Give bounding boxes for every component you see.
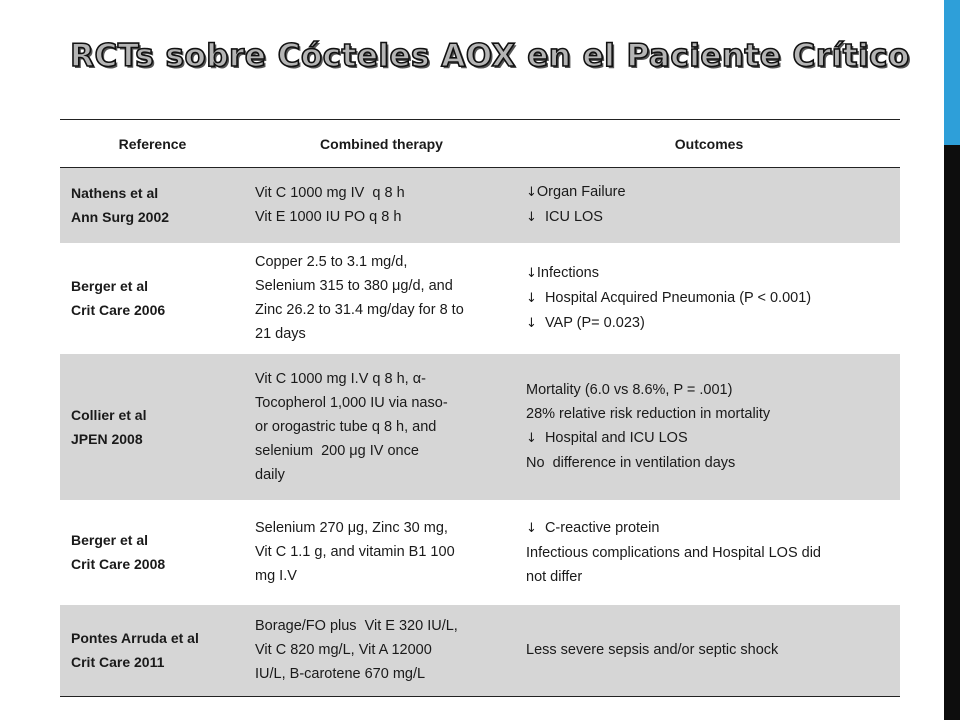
table-row	[60, 605, 900, 697]
reference-cell	[60, 243, 245, 354]
outcome-text: 28% relative risk reduction in mortality	[526, 406, 771, 422]
outcome-line	[526, 180, 892, 205]
down-arrow-icon: ↓	[526, 431, 537, 446]
outcome-line	[526, 426, 892, 451]
therapy-line: mg I.V	[255, 568, 297, 584]
reference-line: Berger et al	[71, 278, 149, 294]
therapy-line: IU/L, B-carotene 670 mg/L	[255, 666, 426, 683]
reference-line: JPEN 2008	[71, 430, 143, 447]
therapy-line: Vit C 1.1 g, and vitamin B1 100	[255, 544, 455, 560]
down-arrow-icon: ↓	[526, 185, 537, 201]
down-arrow-icon: ↓	[526, 265, 537, 281]
therapy-line: Selenium 315 to 380 μg/d, and	[255, 278, 453, 294]
therapy-line: or orogastric tube q 8 h, and	[255, 418, 437, 435]
down-arrow-icon: ↓	[526, 315, 537, 331]
therapy-line: Borage/FO plus Vit E 320 IU/L,	[255, 618, 458, 635]
therapy-line: daily	[255, 466, 285, 483]
outcome-line	[526, 638, 892, 662]
reference-line: Ann Surg 2002	[71, 209, 170, 226]
therapy-cell	[245, 500, 518, 605]
outcomes-cell	[518, 243, 900, 354]
outcome-text: No difference in ventilation days	[526, 455, 736, 471]
header-reference: Reference	[60, 120, 245, 168]
therapy-cell	[245, 243, 518, 354]
therapy-line: Vit C 1000 mg I.V q 8 h, α-	[255, 370, 426, 387]
outcome-line	[526, 516, 892, 541]
reference-line: Berger et al	[71, 532, 149, 548]
down-arrow-icon: ↓	[526, 520, 537, 536]
reference-cell	[60, 354, 245, 500]
therapy-cell	[245, 354, 518, 500]
outcome-text: Less severe sepsis and/or septic shock	[526, 642, 779, 659]
outcome-text: Hospital Acquired Pneumonia (P < 0.001)	[536, 289, 812, 306]
outcome-text: ICU LOS	[536, 209, 603, 226]
table-row	[60, 354, 900, 500]
rct-table	[60, 119, 900, 697]
reference-cell	[60, 500, 245, 605]
table-row	[60, 243, 900, 354]
reference-line: Crit Care 2006	[71, 302, 166, 318]
outcome-text: Organ Failure	[536, 184, 626, 201]
outcome-line	[526, 565, 892, 589]
outcomes-cell	[518, 354, 900, 500]
outcome-line	[526, 311, 892, 336]
therapy-line: Vit C 1000 mg IV q 8 h	[255, 185, 405, 202]
header-combined-therapy: Combined therapy	[245, 120, 518, 168]
header-outcomes: Outcomes	[518, 120, 900, 168]
outcome-text: Hospital and ICU LOS	[536, 430, 688, 446]
therapy-line: Tocopherol 1,000 IU via naso-	[255, 394, 448, 411]
therapy-cell	[245, 168, 518, 243]
outcome-line	[526, 286, 892, 311]
outcome-line	[526, 451, 892, 475]
outcome-text: Mortality (6.0 vs 8.6%, P = .001)	[526, 382, 733, 398]
outcome-text: VAP (P= 0.023)	[536, 314, 645, 331]
slide-title: RCTs sobre Cócteles AOX en el Paciente Crítico	[70, 38, 910, 74]
outcomes-cell	[518, 605, 900, 697]
reference-line: Nathens et al	[71, 185, 159, 202]
outcome-line	[526, 541, 892, 565]
outcome-line	[526, 205, 892, 230]
down-arrow-icon: ↓	[526, 290, 537, 306]
down-arrow-icon: ↓	[526, 210, 537, 226]
reference-line: Crit Care 2011	[71, 654, 165, 671]
therapy-line: Zinc 26.2 to 31.4 mg/day for 8 to	[255, 302, 464, 318]
reference-cell	[60, 605, 245, 697]
therapy-cell	[245, 605, 518, 697]
table-row	[60, 500, 900, 605]
table-header-row	[60, 120, 900, 168]
outcome-text: Infectious complications and Hospital LOS did	[526, 544, 821, 561]
outcome-text: not differ	[526, 568, 583, 585]
reference-line: Pontes Arruda et al	[71, 630, 199, 647]
therapy-line: Copper 2.5 to 3.1 mg/d,	[255, 254, 408, 270]
reference-cell	[60, 168, 245, 243]
outcome-text: Infections	[536, 264, 599, 281]
therapy-line: selenium 200 μg IV once	[255, 442, 419, 459]
outcomes-cell	[518, 500, 900, 605]
therapy-line: 21 days	[255, 326, 306, 342]
table-row	[60, 168, 900, 243]
outcome-line	[526, 261, 892, 286]
side-bar-accent	[944, 0, 960, 145]
outcomes-cell	[518, 168, 900, 243]
therapy-line: Selenium 270 μg, Zinc 30 mg,	[255, 520, 448, 536]
therapy-line: Vit C 820 mg/L, Vit A 12000	[255, 642, 432, 659]
outcome-line	[526, 402, 892, 426]
outcome-line	[526, 378, 892, 402]
therapy-line: Vit E 1000 IU PO q 8 h	[255, 209, 402, 226]
reference-line: Collier et al	[71, 406, 147, 423]
reference-line: Crit Care 2008	[71, 556, 166, 572]
outcome-text: C-reactive protein	[536, 519, 660, 536]
